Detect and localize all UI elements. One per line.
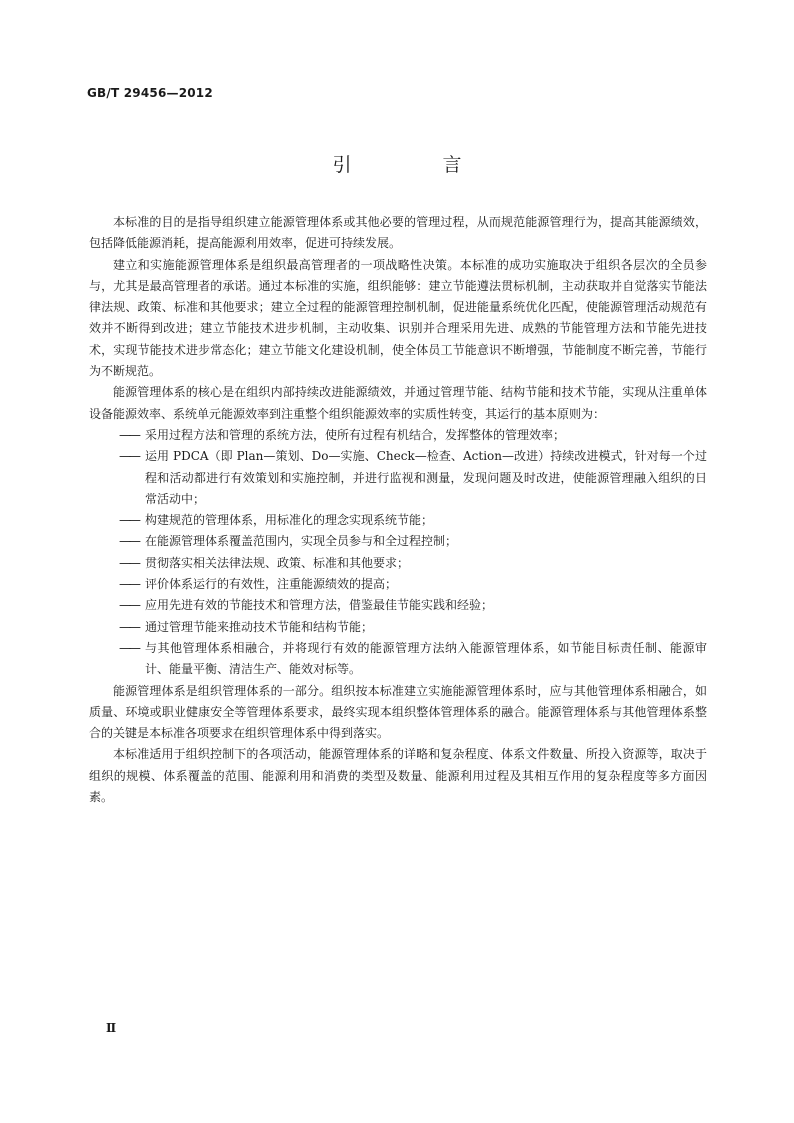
list-item-text: 构建规范的管理体系，用标准化的理念实现系统节能； [145,513,434,528]
list-item-text: 在能源管理体系覆盖范围内，实现全员参与和全过程控制； [145,534,458,549]
list-item [89,574,707,595]
list-item-text: 评价体系运行的有效性，注重能源绩效的提高； [145,577,398,592]
list-item-text: 应用先进有效的节能技术和管理方法，借鉴最佳节能实践和经验； [145,598,494,613]
list-item [89,638,707,681]
principles-list [89,425,707,681]
standard-number: GB/T 29456—2012 [87,86,213,100]
dash-marker: —— [119,449,139,464]
list-item [89,595,707,616]
dash-marker: —— [119,427,139,442]
dash-marker: —— [119,577,139,592]
intro-paragraph-core: 能源管理体系的核心是在组织内部持续改进能源绩效，并通过管理节能、结构节能和技术节能，实现从注重单体设备能源效率、系统单元能源效率到注重整个组织能源效率的实质性转变，其运行的基本原则为： [89,385,707,421]
page-title: 引 言 [332,154,498,176]
list-item-text: 贯彻落实相关法律法规、政策、标准和其他要求； [145,555,410,570]
dash-marker: —— [119,619,139,634]
list-item-text: 采用过程方法和管理的系统方法，使所有过程有机结合，发挥整体的管理效率； [145,427,566,442]
list-item [89,446,707,510]
page-number: Ⅱ [106,1021,117,1035]
closing-paragraph-scope: 本标准适用于组织控制下的各项活动，能源管理体系的详略和复杂程度、体系文件数量、所投入资源等，取决于组织的规模、体系覆盖的范围、能源利用和消费的类型及数量、能源利用过程及其相互作用的复杂程度等多方面因素。 [89,747,707,805]
intro-paragraph-implementation: 建立和实施能源管理体系是组织最高管理者的一项战略性决策。本标准的成功实施取决于组织各层次的全员参与，尤其是最高管理者的承诺。通过本标准的实施，组织能够：建立节能遵法贯标机制，主动获取并自觉落实节能法律法规、政策、标准和其他要求；建立全过程的能源管理控制机制，促进能量系统优化匹配，使能源管理活动规范有效并不断得到改进；建立节能技术进步机制，主动收集、识别并合理采用先进、成熟的节能管理方法和节能先进技术，实现节能技术进步常态化；建立节能文化建设机制，使全体员工节能意识不断增强，节能制度不断完善，节能行为不断规范。 [89,257,707,379]
list-item-text: 与其他管理体系相融合，并将现行有效的能源管理方法纳入能源管理体系，如节能目标责任制、能源审计、能量平衡、清洁生产、能效对标等。 [145,640,707,677]
list-item [89,617,707,638]
dash-marker: —— [119,555,139,570]
dash-marker: —— [119,513,139,528]
list-item [89,425,707,446]
closing-paragraph-integration: 能源管理体系是组织管理体系的一部分。组织按本标准建立实施能源管理体系时，应与其他管理体系相融合，如质量、环境或职业健康安全等管理体系要求，最终实现本组织整体管理体系的融合。能源管理体系与其他管理体系整合的关键是本标准各项要求在组织管理体系中得到落实。 [89,683,707,741]
list-item-text: 运用 PDCA（即 Plan—策划、Do—实施、Check—检查、Action—改进）持续改进模式，针对每一个过程和活动都进行有效策划和实施控制，并进行监视和测量，发现问题及时改进，使能源管理融入组织的日常活动中； [145,449,707,506]
list-item-text: 通过管理节能来推动技术节能和结构节能； [145,619,374,634]
intro-paragraph-purpose: 本标准的目的是指导组织建立能源管理体系或其他必要的管理过程，从而规范能源管理行为，提高其能源绩效，包括降低能源消耗，提高能源利用效率，促进可持续发展。 [89,215,707,251]
dash-marker: —— [119,534,139,549]
list-item [89,510,707,531]
document-body [89,212,707,808]
dash-marker: —— [119,640,139,655]
dash-marker: —— [119,598,139,613]
list-item [89,531,707,552]
list-item [89,553,707,574]
